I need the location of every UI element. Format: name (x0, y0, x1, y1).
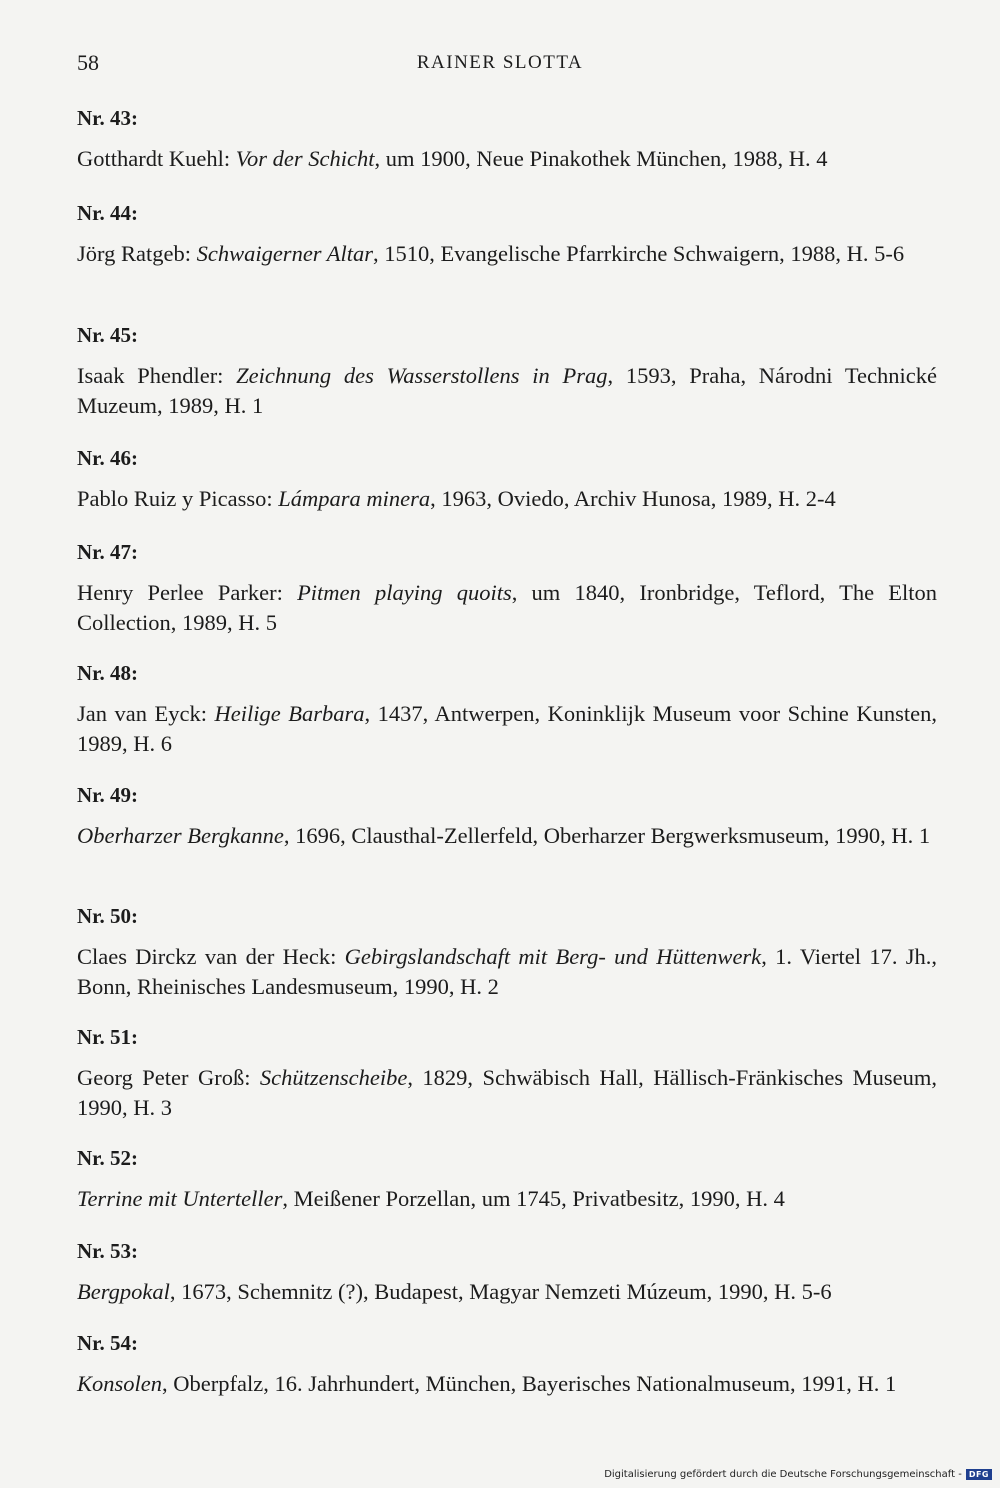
catalog-entry (77, 198, 937, 269)
entry-details: , um 1840, Ironbridge, Teflord, The Elton Collection, 1989, H. 5 (77, 580, 938, 635)
entry-text (77, 361, 937, 421)
entry-title: Schützenscheibe (259, 1065, 408, 1090)
digitization-credit (604, 1469, 992, 1480)
running-head: RAINER SLOTTA (416, 52, 584, 73)
entry-title: Schwaigerner Altar (196, 241, 374, 266)
entry-details: , 1437, Antwerpen, Koninklijk Museum voor Schine Kunsten, 1989, H. 6 (77, 701, 938, 756)
entry-number: Nr. 50: (77, 904, 139, 928)
entry-title: Vor der Schicht (235, 146, 375, 171)
entry-title: Konsolen (77, 1371, 163, 1396)
catalog-entry (77, 443, 937, 514)
entry-text (77, 144, 937, 174)
entry-number: Nr. 54: (77, 1331, 139, 1355)
entry-text (77, 699, 937, 759)
catalog-entry (77, 537, 937, 638)
entry-text (77, 1184, 937, 1214)
entry-number: Nr. 46: (77, 446, 139, 470)
entry-text (77, 821, 937, 851)
entry-title: Lámpara minera (278, 486, 431, 511)
page-number: 58 (77, 50, 99, 75)
entry-title: Zeichnung des Wasserstollens in Prag (236, 363, 608, 388)
catalog-entry (77, 1236, 937, 1307)
entry-text (77, 578, 937, 638)
entry-details: , 1593, Praha, Národni Technické Muzeum, 1989, H. 1 (77, 363, 937, 418)
entry-title: Gebirgslandschaft mit Berg- und Hüttenwerk (344, 944, 762, 969)
entry-number: Nr. 49: (77, 783, 139, 807)
dfg-logo-icon: DFG (966, 1469, 992, 1480)
catalog-entry (77, 1022, 937, 1123)
entry-text (77, 1277, 937, 1307)
entry-number: Nr. 44: (77, 201, 139, 225)
catalog-entry (77, 103, 937, 174)
entry-text (77, 942, 937, 1002)
entry-author: Gotthardt Kuehl: (77, 146, 236, 171)
catalog-entry (77, 901, 937, 1002)
entry-text (77, 239, 937, 269)
entry-author: Jörg Ratgeb: (77, 241, 197, 266)
entry-title: Heilige Barbara (214, 701, 365, 726)
entry-details: , 1673, Schemnitz (?), Budapest, Magyar Nemzeti Múzeum, 1990, H. 5-6 (169, 1279, 832, 1304)
catalog-entry (77, 658, 937, 759)
entry-details: , Meißener Porzellan, um 1745, Privatbesitz, 1990, H. 4 (282, 1186, 785, 1211)
entry-number: Nr. 47: (77, 540, 139, 564)
entry-number: Nr. 48: (77, 661, 139, 685)
entry-author: Pablo Ruiz y Picasso: (77, 486, 279, 511)
entry-details: , 1696, Clausthal-Zellerfeld, Oberharzer Bergwerksmuseum, 1990, H. 1 (283, 823, 931, 848)
entry-number: Nr. 52: (77, 1146, 139, 1170)
credit-text: Digitalisierung gefördert durch die Deutsche Forschungsgemeinschaft - (604, 1469, 962, 1480)
entry-number: Nr. 53: (77, 1239, 139, 1263)
entry-details: , Oberpfalz, 16. Jahrhundert, München, Bayerisches Nationalmuseum, 1991, H. 1 (162, 1371, 897, 1396)
entry-details: , 1963, Oviedo, Archiv Hunosa, 1989, H. 2-4 (430, 486, 836, 511)
entry-title: Oberharzer Bergkanne (77, 823, 284, 848)
entry-author: Isaak Phendler: (77, 363, 237, 388)
catalog-entry (77, 1328, 937, 1399)
entry-details: , um 1900, Neue Pinakothek München, 1988, H. 4 (374, 146, 828, 171)
entry-text (77, 1063, 937, 1123)
entry-number: Nr. 45: (77, 323, 139, 347)
entry-author: Georg Peter Groß: (77, 1065, 260, 1090)
entry-author: Henry Perlee Parker: (77, 580, 298, 605)
entry-title: Pitmen playing quoits (297, 580, 512, 605)
entry-details: , 1510, Evangelische Pfarrkirche Schwaigern, 1988, H. 5-6 (373, 241, 905, 266)
entry-title: Terrine mit Unterteller (77, 1186, 283, 1211)
entry-number: Nr. 51: (77, 1025, 139, 1049)
entry-number: Nr. 43: (77, 106, 139, 130)
entry-title: Bergpokal (77, 1279, 170, 1304)
entry-details: , 1829, Schwäbisch Hall, Hällisch-Fränkisches Museum, 1990, H. 3 (77, 1065, 938, 1120)
catalog-entry (77, 780, 937, 851)
entry-author: Jan van Eyck: (77, 701, 215, 726)
catalog-entry (77, 1143, 937, 1214)
entry-details: , 1. Viertel 17. Jh., Bonn, Rheinisches Landesmuseum, 1990, H. 2 (77, 944, 938, 999)
catalog-entry (77, 320, 937, 421)
entry-text (77, 484, 937, 514)
entry-author: Claes Dirckz van der Heck: (77, 944, 345, 969)
entry-text (77, 1369, 937, 1399)
